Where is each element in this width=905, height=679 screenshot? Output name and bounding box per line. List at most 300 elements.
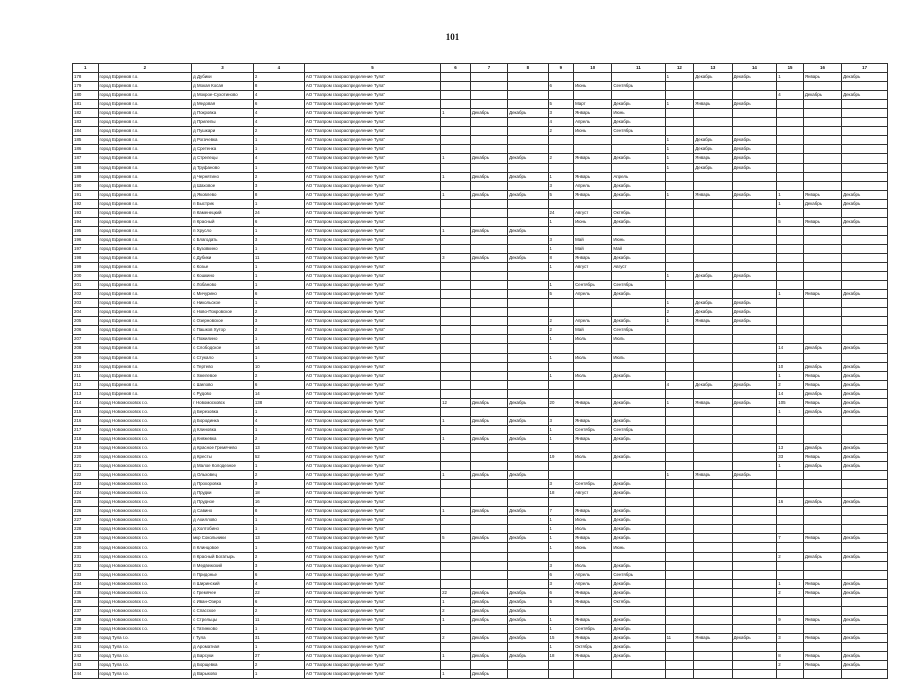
table-cell: 206: [73, 326, 99, 335]
table-cell: [574, 670, 612, 679]
column-header: 7: [470, 64, 507, 73]
table-cell: Апрель: [574, 570, 612, 579]
table-cell: город Новомосковск г.о.: [98, 498, 192, 507]
table-cell: [548, 91, 574, 100]
table-cell: 2: [253, 308, 304, 317]
table-cell: Декабрь: [842, 534, 888, 543]
table-cell: [665, 82, 694, 91]
table-cell: Декабрь: [470, 154, 507, 163]
table-cell: Декабрь: [612, 643, 665, 652]
table-cell: [612, 380, 665, 389]
table-cell: 1: [548, 425, 574, 434]
table-cell: [694, 281, 732, 290]
table-cell: Январь: [803, 534, 841, 543]
table-cell: 239: [73, 624, 99, 633]
table-cell: [612, 661, 665, 670]
table-cell: [548, 380, 574, 389]
table-cell: 226: [73, 507, 99, 516]
table-cell: город Новомосковск г.о.: [98, 489, 192, 498]
table-cell: [732, 652, 777, 661]
table-cell: [777, 136, 804, 145]
table-cell: Декабрь: [470, 226, 507, 235]
table-cell: Декабрь: [732, 308, 777, 317]
table-cell: с Слободское: [192, 344, 254, 353]
table-cell: [441, 543, 471, 552]
table-cell: [777, 326, 804, 335]
table-cell: [508, 353, 548, 362]
table-cell: Декабрь: [842, 453, 888, 462]
table-cell: [803, 263, 841, 272]
table-row: [73, 643, 888, 652]
table-cell: Декабрь: [508, 398, 548, 407]
table-cell: АО "Газпром газораспределение Тула": [304, 172, 440, 181]
table-row: [73, 624, 888, 633]
table-cell: Декабрь: [842, 462, 888, 471]
table-cell: [508, 453, 548, 462]
table-cell: [694, 226, 732, 235]
table-cell: [441, 244, 471, 253]
table-cell: Июль: [574, 335, 612, 344]
table-cell: АО "Газпром газораспределение Тула": [304, 661, 440, 670]
table-cell: Декабрь: [612, 434, 665, 443]
table-cell: Декабрь: [470, 597, 507, 606]
table-cell: Январь: [574, 398, 612, 407]
table-cell: Декабрь: [612, 416, 665, 425]
table-cell: [508, 543, 548, 552]
table-cell: [665, 226, 694, 235]
table-cell: 218: [73, 434, 99, 443]
table-cell: [803, 561, 841, 570]
table-cell: [842, 118, 888, 127]
table-cell: 203: [73, 299, 99, 308]
table-cell: АО "Газпром газораспределение Тула": [304, 633, 440, 642]
table-cell: [665, 253, 694, 262]
table-row: [73, 109, 888, 118]
table-cell: 224: [73, 489, 99, 498]
table-cell: город Ефремов г.о.: [98, 253, 192, 262]
table-cell: [694, 208, 732, 217]
table-cell: [548, 389, 574, 398]
table-cell: [694, 172, 732, 181]
table-header: [73, 64, 888, 73]
table-cell: д Дубики: [192, 73, 254, 82]
table-cell: Декабрь: [612, 453, 665, 462]
table-cell: [694, 462, 732, 471]
table-cell: 5: [777, 217, 804, 226]
table-cell: [470, 272, 507, 281]
table-cell: Январь: [803, 398, 841, 407]
table-cell: [665, 335, 694, 344]
table-cell: 207: [73, 335, 99, 344]
table-cell: Сентябрь: [574, 480, 612, 489]
table-cell: [777, 606, 804, 615]
table-cell: [694, 235, 732, 244]
column-header: 12: [665, 64, 694, 73]
table-cell: Июнь: [612, 543, 665, 552]
table-cell: Июль: [574, 371, 612, 380]
table-cell: [732, 434, 777, 443]
table-cell: [548, 73, 574, 82]
table-cell: [470, 290, 507, 299]
table-cell: АО "Газпром газораспределение Тула": [304, 235, 440, 244]
table-cell: Декабрь: [612, 579, 665, 588]
table-cell: [574, 380, 612, 389]
table-cell: АО "Газпром газораспределение Тула": [304, 326, 440, 335]
table-cell: [508, 480, 548, 489]
table-row: [73, 398, 888, 407]
table-cell: Январь: [803, 290, 841, 299]
table-cell: Декабрь: [732, 471, 777, 480]
table-cell: [508, 380, 548, 389]
table-cell: Декабрь: [508, 606, 548, 615]
table-cell: [508, 290, 548, 299]
table-cell: 8: [548, 253, 574, 262]
table-cell: с Стукало: [192, 353, 254, 362]
table-cell: город Ефремов г.о.: [98, 299, 192, 308]
table-cell: [777, 335, 804, 344]
table-cell: АО "Газпром газораспределение Тула": [304, 462, 440, 471]
table-cell: Декабрь: [842, 652, 888, 661]
table-cell: [508, 344, 548, 353]
column-header: 10: [574, 64, 612, 73]
table-cell: Декабрь: [612, 100, 665, 109]
table-cell: д Мокрое-Сухотиново: [192, 91, 254, 100]
table-cell: Декабрь: [732, 380, 777, 389]
table-cell: Декабрь: [694, 136, 732, 145]
table-cell: [574, 272, 612, 281]
table-cell: Декабрь: [470, 606, 507, 615]
table-cell: [842, 235, 888, 244]
column-header: 17: [842, 64, 888, 73]
table-cell: [508, 181, 548, 190]
table-cell: 2: [777, 380, 804, 389]
table-cell: 217: [73, 425, 99, 434]
table-cell: Январь: [803, 217, 841, 226]
table-cell: [548, 136, 574, 145]
table-cell: д Прилепы: [192, 118, 254, 127]
table-cell: 1: [253, 136, 304, 145]
table-cell: 3: [548, 181, 574, 190]
table-cell: [694, 652, 732, 661]
table-cell: с Шилово: [192, 380, 254, 389]
table-cell: [842, 308, 888, 317]
table-cell: Декабрь: [612, 624, 665, 633]
table-cell: [441, 199, 471, 208]
table-cell: 1: [665, 145, 694, 154]
table-cell: город Новомосковск г.о.: [98, 516, 192, 525]
table-cell: [470, 371, 507, 380]
table-cell: п Каменецкий: [192, 208, 254, 217]
table-cell: д Ольховец: [192, 471, 254, 480]
table-cell: [441, 498, 471, 507]
table-cell: Декабрь: [842, 290, 888, 299]
table-cell: [470, 299, 507, 308]
table-cell: [777, 82, 804, 91]
table-cell: д Покровка: [192, 109, 254, 118]
table-cell: Август: [574, 263, 612, 272]
table-cell: город Новомосковск г.о.: [98, 579, 192, 588]
table-cell: Декабрь: [842, 190, 888, 199]
table-cell: Январь: [574, 172, 612, 181]
table-cell: Декабрь: [694, 73, 732, 82]
table-cell: [548, 661, 574, 670]
table-cell: [732, 579, 777, 588]
table-cell: [470, 489, 507, 498]
table-cell: [842, 489, 888, 498]
table-cell: [732, 326, 777, 335]
table-cell: [470, 199, 507, 208]
table-cell: 1: [253, 244, 304, 253]
table-cell: [548, 670, 574, 679]
table-cell: с Пашков Хутор: [192, 326, 254, 335]
table-cell: 4: [253, 91, 304, 100]
table-cell: [574, 362, 612, 371]
table-cell: [441, 100, 471, 109]
table-cell: [732, 624, 777, 633]
table-cell: с Лобаново: [192, 281, 254, 290]
table-cell: Сентябрь: [574, 425, 612, 434]
table-cell: [803, 244, 841, 253]
table-row: [73, 199, 888, 208]
table-cell: [508, 244, 548, 253]
table-cell: [508, 208, 548, 217]
table-cell: Декабрь: [612, 154, 665, 163]
table-cell: [441, 643, 471, 652]
table-cell: 1: [441, 109, 471, 118]
table-cell: [574, 606, 612, 615]
table-cell: 1: [253, 516, 304, 525]
table-cell: 14: [777, 389, 804, 398]
table-cell: АО "Газпром газораспределение Тула": [304, 263, 440, 272]
table-row: [73, 308, 888, 317]
table-cell: 1: [665, 317, 694, 326]
table-cell: [842, 624, 888, 633]
table-cell: [777, 317, 804, 326]
table-cell: 5: [548, 100, 574, 109]
table-cell: [574, 145, 612, 154]
table-cell: [732, 344, 777, 353]
table-cell: [441, 489, 471, 498]
table-cell: д Бородинка: [192, 416, 254, 425]
table-cell: Декабрь: [803, 443, 841, 452]
table-cell: [441, 290, 471, 299]
table-cell: [694, 489, 732, 498]
table-cell: АО "Газпром газораспределение Тула": [304, 136, 440, 145]
table-cell: п Придонье: [192, 570, 254, 579]
table-cell: [612, 606, 665, 615]
table-cell: [732, 389, 777, 398]
table-cell: [842, 172, 888, 181]
table-cell: Январь: [574, 652, 612, 661]
table-cell: 1: [777, 407, 804, 416]
column-header: 11: [612, 64, 665, 73]
table-cell: [548, 462, 574, 471]
table-cell: [665, 588, 694, 597]
table-cell: [803, 82, 841, 91]
table-cell: [441, 561, 471, 570]
table-cell: [665, 290, 694, 299]
column-header: 9: [548, 64, 574, 73]
table-cell: 8: [777, 652, 804, 661]
table-row: [73, 118, 888, 127]
table-cell: 234: [73, 579, 99, 588]
table-cell: [470, 498, 507, 507]
table-cell: Декабрь: [470, 416, 507, 425]
table-cell: 138: [253, 398, 304, 407]
table-cell: [694, 507, 732, 516]
table-cell: [777, 471, 804, 480]
column-header: 13: [694, 64, 732, 73]
table-cell: город Ефремов г.о.: [98, 145, 192, 154]
table-cell: [574, 661, 612, 670]
table-cell: 187: [73, 154, 99, 163]
table-cell: [548, 308, 574, 317]
table-cell: Апрель: [612, 172, 665, 181]
table-cell: город Новомосковск г.о.: [98, 398, 192, 407]
table-cell: [842, 127, 888, 136]
table-cell: [694, 326, 732, 335]
table-cell: [508, 661, 548, 670]
table-cell: Январь: [694, 317, 732, 326]
table-cell: 1: [548, 172, 574, 181]
table-cell: 1: [665, 190, 694, 199]
table-row: [73, 362, 888, 371]
table-cell: [441, 570, 471, 579]
table-cell: 6: [253, 380, 304, 389]
table-cell: с Озерновское: [192, 317, 254, 326]
table-cell: [612, 308, 665, 317]
table-cell: [732, 498, 777, 507]
table-cell: [470, 118, 507, 127]
table-cell: Январь: [694, 100, 732, 109]
table-cell: Декабрь: [732, 398, 777, 407]
table-cell: 1: [253, 353, 304, 362]
table-cell: [470, 443, 507, 452]
table-cell: АО "Газпром газораспределение Тула": [304, 109, 440, 118]
table-cell: город Новомосковск г.о.: [98, 425, 192, 434]
table-cell: [441, 407, 471, 416]
table-cell: Июнь: [574, 127, 612, 136]
table-row: [73, 507, 888, 516]
table-cell: [665, 624, 694, 633]
table-cell: Январь: [694, 471, 732, 480]
table-cell: город Новомосковск г.о.: [98, 588, 192, 597]
table-cell: Декабрь: [842, 199, 888, 208]
table-cell: 6: [253, 290, 304, 299]
table-cell: город Новомосковск г.о.: [98, 480, 192, 489]
table-cell: АО "Газпром газораспределение Тула": [304, 181, 440, 190]
table-cell: 2: [253, 661, 304, 670]
table-cell: [732, 82, 777, 91]
table-cell: 201: [73, 281, 99, 290]
table-cell: [612, 344, 665, 353]
table-cell: АО "Газпром газораспределение Тула": [304, 516, 440, 525]
table-cell: 242: [73, 652, 99, 661]
table-cell: [441, 263, 471, 272]
table-cell: Декабрь: [694, 380, 732, 389]
table-cell: [612, 136, 665, 145]
table-cell: 183: [73, 118, 99, 127]
table-cell: Декабрь: [732, 299, 777, 308]
table-cell: [732, 615, 777, 624]
table-cell: 1: [548, 434, 574, 443]
table-cell: [842, 181, 888, 190]
table-cell: [612, 362, 665, 371]
table-cell: [777, 670, 804, 679]
table-row: [73, 326, 888, 335]
table-cell: Декабрь: [470, 588, 507, 597]
table-cell: [508, 525, 548, 534]
column-header: 3: [192, 64, 254, 73]
table-cell: [508, 272, 548, 281]
table-cell: Январь: [694, 190, 732, 199]
table-cell: Декабрь: [508, 190, 548, 199]
table-cell: город Новомосковск г.о.: [98, 462, 192, 471]
table-cell: [441, 145, 471, 154]
table-cell: город Тула г.о.: [98, 643, 192, 652]
table-cell: АО "Газпром газораспределение Тула": [304, 190, 440, 199]
table-cell: Декабрь: [732, 633, 777, 642]
table-row: [73, 353, 888, 362]
table-row: [73, 272, 888, 281]
table-cell: [665, 109, 694, 118]
table-cell: [508, 425, 548, 434]
table-cell: [803, 489, 841, 498]
table-cell: [548, 498, 574, 507]
table-cell: [694, 579, 732, 588]
table-cell: [441, 443, 471, 452]
table-cell: Апрель: [574, 579, 612, 588]
table-cell: [508, 371, 548, 380]
table-cell: 1: [548, 516, 574, 525]
table-cell: 3: [548, 561, 574, 570]
table-cell: [777, 525, 804, 534]
table-cell: 2: [253, 172, 304, 181]
table-cell: [694, 217, 732, 226]
table-cell: [803, 163, 841, 172]
table-cell: 6: [253, 570, 304, 579]
table-cell: [803, 145, 841, 154]
table-cell: 1: [441, 597, 471, 606]
table-row: [73, 498, 888, 507]
table-cell: Декабрь: [612, 588, 665, 597]
table-cell: [508, 73, 548, 82]
table-cell: [508, 570, 548, 579]
table-cell: 185: [73, 136, 99, 145]
column-header: 8: [508, 64, 548, 73]
table-cell: [842, 281, 888, 290]
table-row: [73, 281, 888, 290]
table-cell: [665, 407, 694, 416]
table-cell: Апрель: [574, 317, 612, 326]
table-cell: город Новомосковск г.о.: [98, 597, 192, 606]
table-row: [73, 480, 888, 489]
table-cell: Декабрь: [842, 91, 888, 100]
table-cell: [803, 299, 841, 308]
table-cell: 1: [253, 624, 304, 633]
table-cell: 219: [73, 443, 99, 452]
table-cell: 1: [441, 226, 471, 235]
table-cell: город Новомосковск г.о.: [98, 443, 192, 452]
table-cell: 1: [777, 579, 804, 588]
table-cell: [803, 507, 841, 516]
table-cell: [694, 606, 732, 615]
table-cell: 211: [73, 371, 99, 380]
table-cell: [665, 525, 694, 534]
table-cell: 14: [777, 344, 804, 353]
table-cell: п Красный Богатырь: [192, 552, 254, 561]
table-cell: Июль: [574, 453, 612, 462]
